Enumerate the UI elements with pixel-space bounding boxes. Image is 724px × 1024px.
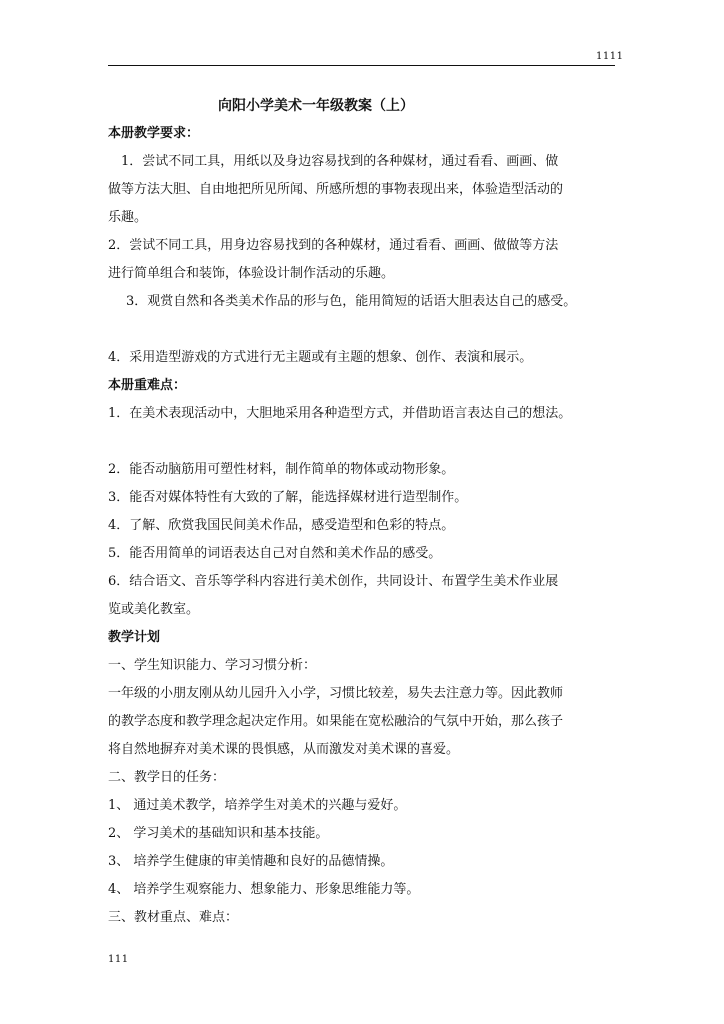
document-body — [108, 92, 620, 932]
key-point-5: 5．能否用简单的词语表达自己对自然和美术作品的感受。 — [108, 546, 442, 561]
blank-line — [108, 428, 620, 456]
plan-heading-1: 一、学生知识能力、学习习惯分析： — [108, 658, 317, 673]
section-heading-key-points: 本册重难点： — [108, 378, 187, 393]
key-point-4: 4．了解、欣赏我国民间美术作品，感受造型和色彩的特点。 — [108, 518, 455, 533]
key-point-3: 3．能否对媒体特性有大致的了解，能选择媒材进行造型制作。 — [108, 490, 468, 505]
plan-1-line-3: 将自然地摒弃对美术课的畏惧感，从而激发对美术课的喜爱。 — [108, 742, 460, 757]
plan-heading-3: 三、教材重点、难点： — [108, 910, 239, 925]
plan-1-line-2: 的教学态度和教学理念起决定作用。如果能在宽松融洽的气氛中开始，那么孩子 — [108, 714, 564, 729]
requirement-2-line-1: 2．尝试不同工具，用身边容易找到的各种媒材，通过看看、画画、做做等方法 — [108, 238, 559, 253]
requirement-2-line-2: 进行简单组合和装饰，体验设计制作活动的乐趣。 — [108, 266, 395, 281]
task-3: 3、 培养学生健康的审美情趣和良好的品德情操。 — [108, 854, 394, 869]
plan-heading-2: 二、教学日的任务： — [108, 770, 226, 785]
plan-1-line-1: 一年级的小朋友刚从幼儿园升入小学，习惯比较差，易失去注意力等。因此教师 — [108, 686, 564, 701]
requirement-1-line-1: 1．尝试不同工具，用纸以及身边容易找到的各种媒材，通过看看、画画、做 — [121, 154, 559, 169]
requirement-4: 4．采用造型游戏的方式进行无主题或有主题的想象、创作、表演和展示。 — [108, 350, 533, 365]
footer-page-number: 111 — [108, 954, 129, 965]
key-point-1: 1．在美术表现活动中，大胆地采用各种造型方式，并借助语言表达自己的想法。 — [108, 406, 572, 421]
requirement-1-line-3: 乐趣。 — [108, 210, 148, 225]
blank-line — [108, 316, 620, 344]
task-4: 4、 培养学生观察能力、想象能力、形象思维能力等。 — [108, 882, 420, 897]
section-heading-teaching-plan: 教学计划 — [108, 630, 161, 645]
requirement-3: 3．观赏自然和各类美术作品的形与色，能用简短的话语大胆表达自己的感受。 — [126, 294, 577, 309]
task-1: 1、 通过美术教学，培养学生对美术的兴趣与爱好。 — [108, 798, 407, 813]
key-point-6-line-2: 览或美化教室。 — [108, 602, 200, 617]
requirement-1-line-2: 做等方法大胆、自由地把所见所闻、所感所想的事物表现出来，体验造型活动的 — [108, 182, 564, 197]
header-divider — [108, 65, 615, 66]
key-point-6-line-1: 6．结合语文、音乐等学科内容进行美术创作，共同设计、布置学生美术作业展 — [108, 574, 559, 589]
key-point-2: 2．能否动脑筋用可塑性材料，制作简单的物体或动物形象。 — [108, 462, 455, 477]
section-heading-requirements: 本册教学要求： — [108, 126, 200, 141]
task-2: 2、 学习美术的基础知识和基本技能。 — [108, 826, 329, 841]
document-title: 向阳小学美术一年级教案（上） — [218, 98, 414, 114]
header-page-number: 1111 — [596, 51, 624, 62]
